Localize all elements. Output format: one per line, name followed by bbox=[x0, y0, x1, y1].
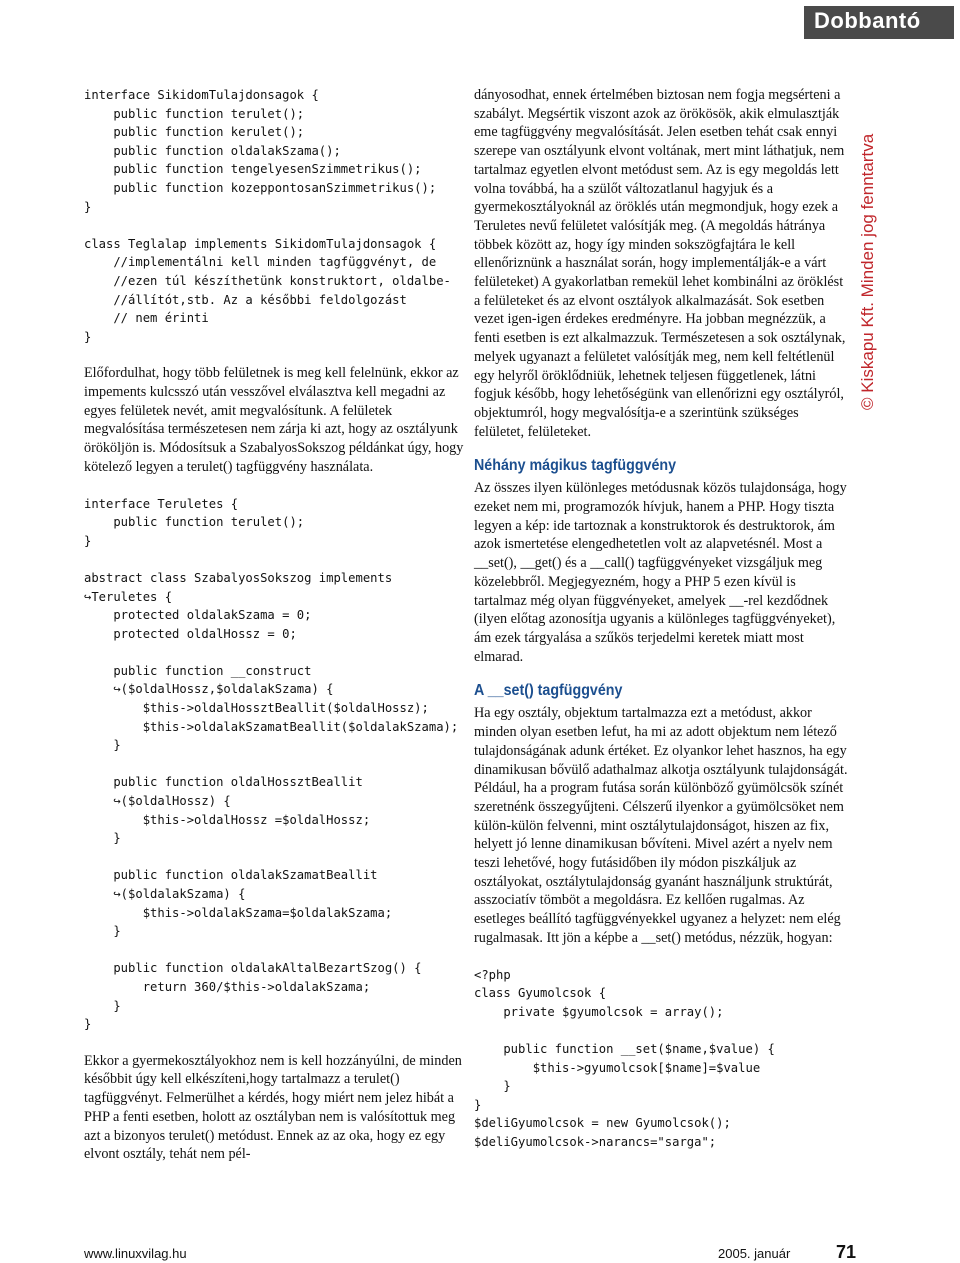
paragraph: Ha egy osztály, objektum tartalmazza ezt a metódust, akkor minden olyan esetben lefut, ha mi az adott objektum nem létező tulajdonságának adunk értéket. Ez olyankor lehet hasznos, ha egy dinamikusan bővülő adathalmaz alkotja osztályunk tulajdonságát. Például, ha a program futása során különböző gyümölcsök színét szeretnénk összegyűjteni. Célszerű ilyenkor a gyümölcsöket nem külön-külön felvenni, mint osztálytulajdonságot, hiszen az fix, helyett jó lenne dinamikusan bővíteni. Mivel azért a nyelv nem teszi lehetővé, hogy futásidőben ily módon piszkáljuk az osztályokat, osztálytulajdonság gyanánt használjunk struktúrát, asszociatív tömböt a megoldásra. Ez kellően rugalmas. Az esetleges beállító tagfüggvényekkel ugyanez a helyzet: nem elég rugalmasak. Itt jön a képbe a __set() metódus, nézzük, hogyan: bbox=[474, 705, 848, 946]
copyright-note: © Kiskapu Kft. Minden jog fenntartva bbox=[858, 133, 877, 410]
section-heading: Néhány mágikus tagfüggvény bbox=[474, 457, 677, 475]
section-heading: A __set() tagfüggvény bbox=[474, 682, 623, 700]
paragraph: Az összes ilyen különleges metódusnak közös tulajdonsága, hogy ezeket nem mi, programozók hívjuk, hanem a PHP. Hogy tiszta legyen a kép: ide tartoznak a konstruktorok és destruktorok, ám azok ismertetése elengedhetetlen volt az alapvetésnél. Most a __set(), __get() és a __call() tagfüggvényeket vizsgáljuk meg közelebbről. Megjegyezném, hogy a PHP 5 ezen kívül is tartalmaz még olyan függvényeket, amelyek __-rel kezdődnek (ilyen előtag azonosítja ugyanis a különleges tagfüggvényeket), ám ezek tárgyalása a szűkös terjedelmi keretek miatt most elmarad. bbox=[474, 480, 847, 665]
code-block-interfaces: interface SikidomTulajdonsagok { public function terulet(); public function kerulet(); public function oldalakSzama(); public function tengelyesenSzimmetrikus(); public function kozeppontosanSzimmetrikus(); } class Teglalap implements SikidomTulajdonsagok { //implementálni kell minden tagfüggvényt, de //ezen túl készíthetünk konstruktort, oldalbe- //állítót,stb. Az a későbbi feldolgozást // nem érinti } bbox=[84, 88, 451, 344]
footer-url: www.linuxvilag.hu bbox=[84, 1246, 187, 1261]
right-column bbox=[474, 86, 852, 1151]
code-block-gyumolcsok: <?php class Gyumolcsok { private $gyumolcsok = array(); public function __set($name,$value) { $this->gyumolcsok[$name]=$value } } $deliGyumolcsok = new Gyumolcsok(); $deliGyumolcsok->narancs="sarga"; bbox=[474, 967, 775, 1149]
section-title: Dobbantó bbox=[814, 8, 921, 33]
code-block-szabalyos-sokszog: interface Teruletes { public function terulet(); } abstract class SzabalyosSokszog implements ↪Teruletes { protected oldalakSzama = 0; protected oldalHossz = 0; public function __construct ↪($oldalHossz,$oldalakSzama) { $this->oldalHossztBeallit($oldalHossz); $this->oldalakSzamatBeallit($oldalakSzama); } public function oldalHossztBeallit ↪($oldalHossz) { $this->oldalHossz =$oldalHossz; } public function oldalakSzamatBeallit ↪($oldalakSzama) { $this->oldalakSzama=$oldalakSzama; } public function oldalakAltalBezartSzog() { return 360/$this->oldalakSzama; } } bbox=[84, 496, 459, 1032]
left-column bbox=[84, 86, 464, 1164]
paragraph: Előfordulhat, hogy több felületnek is meg kell felelnünk, ekkor az impements kulcsszó után vesszővel elválasztva kell megadni az egyes felületek nevét, amit megvalósítunk. A felületek megvalósítása természetesen nem zárja ki azt, hogy az osztályunk örököljön is. Módosítsuk a SzabalyosSokszog példánkat úgy, hogy kötelező legyen a terulet() tagfüggvény használata. bbox=[84, 365, 464, 475]
paragraph: dányosodhat, ennek értelmében biztosan nem fogja megsérteni a szabályt. Megsértik viszont azok az örökösök, akik elmulasztják eme tagfüggvény megvalósítását. Jelen esetben tehát csak ennyi szerepe van osztályunk elvont voltának, mert mint láthatjuk, nem tartalmaz egyetlen elvont metódust sem. Az is egy megoldás lett volna továbbá, ha a szülőt változatlanul hagyjuk és a gyermekosztályoknál az öröklés után megmondjuk, hogy ezek a Teruletes nevű felületet valósítják meg. (A megoldás hátránya többek között az, hogy így minden sokszögfajtára le kell ellenőriznünk a használat során, hogy implementálják-e a várt felületeket) A gyakorlatban remekül lehet kombinálni az öröklést a felületeket és az elvont osztályok alkalmazását. Sok esetben vezet igen-igen érdekes eredményre. Ha jobban megnézzük, a fenti esetben is ezt alkalmazzuk. Természetesen a sok osztálynak, melyek ugyanazt a felületet valósítják meg, nem kell feltétlenül egy helyről öröklődniük, lehetnek teljesen függetlenek, látni fogjuk később, hogy lehetőségünk van ellenőrizni egy osztályról, objektumról, hogy megvalósítja-e a szerintünk szükséges felületet, felületeket. bbox=[474, 87, 846, 440]
paragraph: Ekkor a gyermekosztályokhoz nem is kell hozzányúlni, de minden későbbit úgy kell elkészíteni,hogy tartalmazz a terulet() tagfüggvényt. Felmerülhet a kérdés, hogy miért nem jelez hibát a PHP a fenti esetben, holott az osztályban nem is valósítottuk meg azt a bizonyos terulet() metódust. Ennek az az oka, hogy ez egy elvont osztály, tehát nem pél- bbox=[84, 1052, 462, 1163]
page-number: 71 bbox=[836, 1242, 857, 1262]
footer-date: 2005. január bbox=[718, 1246, 791, 1261]
